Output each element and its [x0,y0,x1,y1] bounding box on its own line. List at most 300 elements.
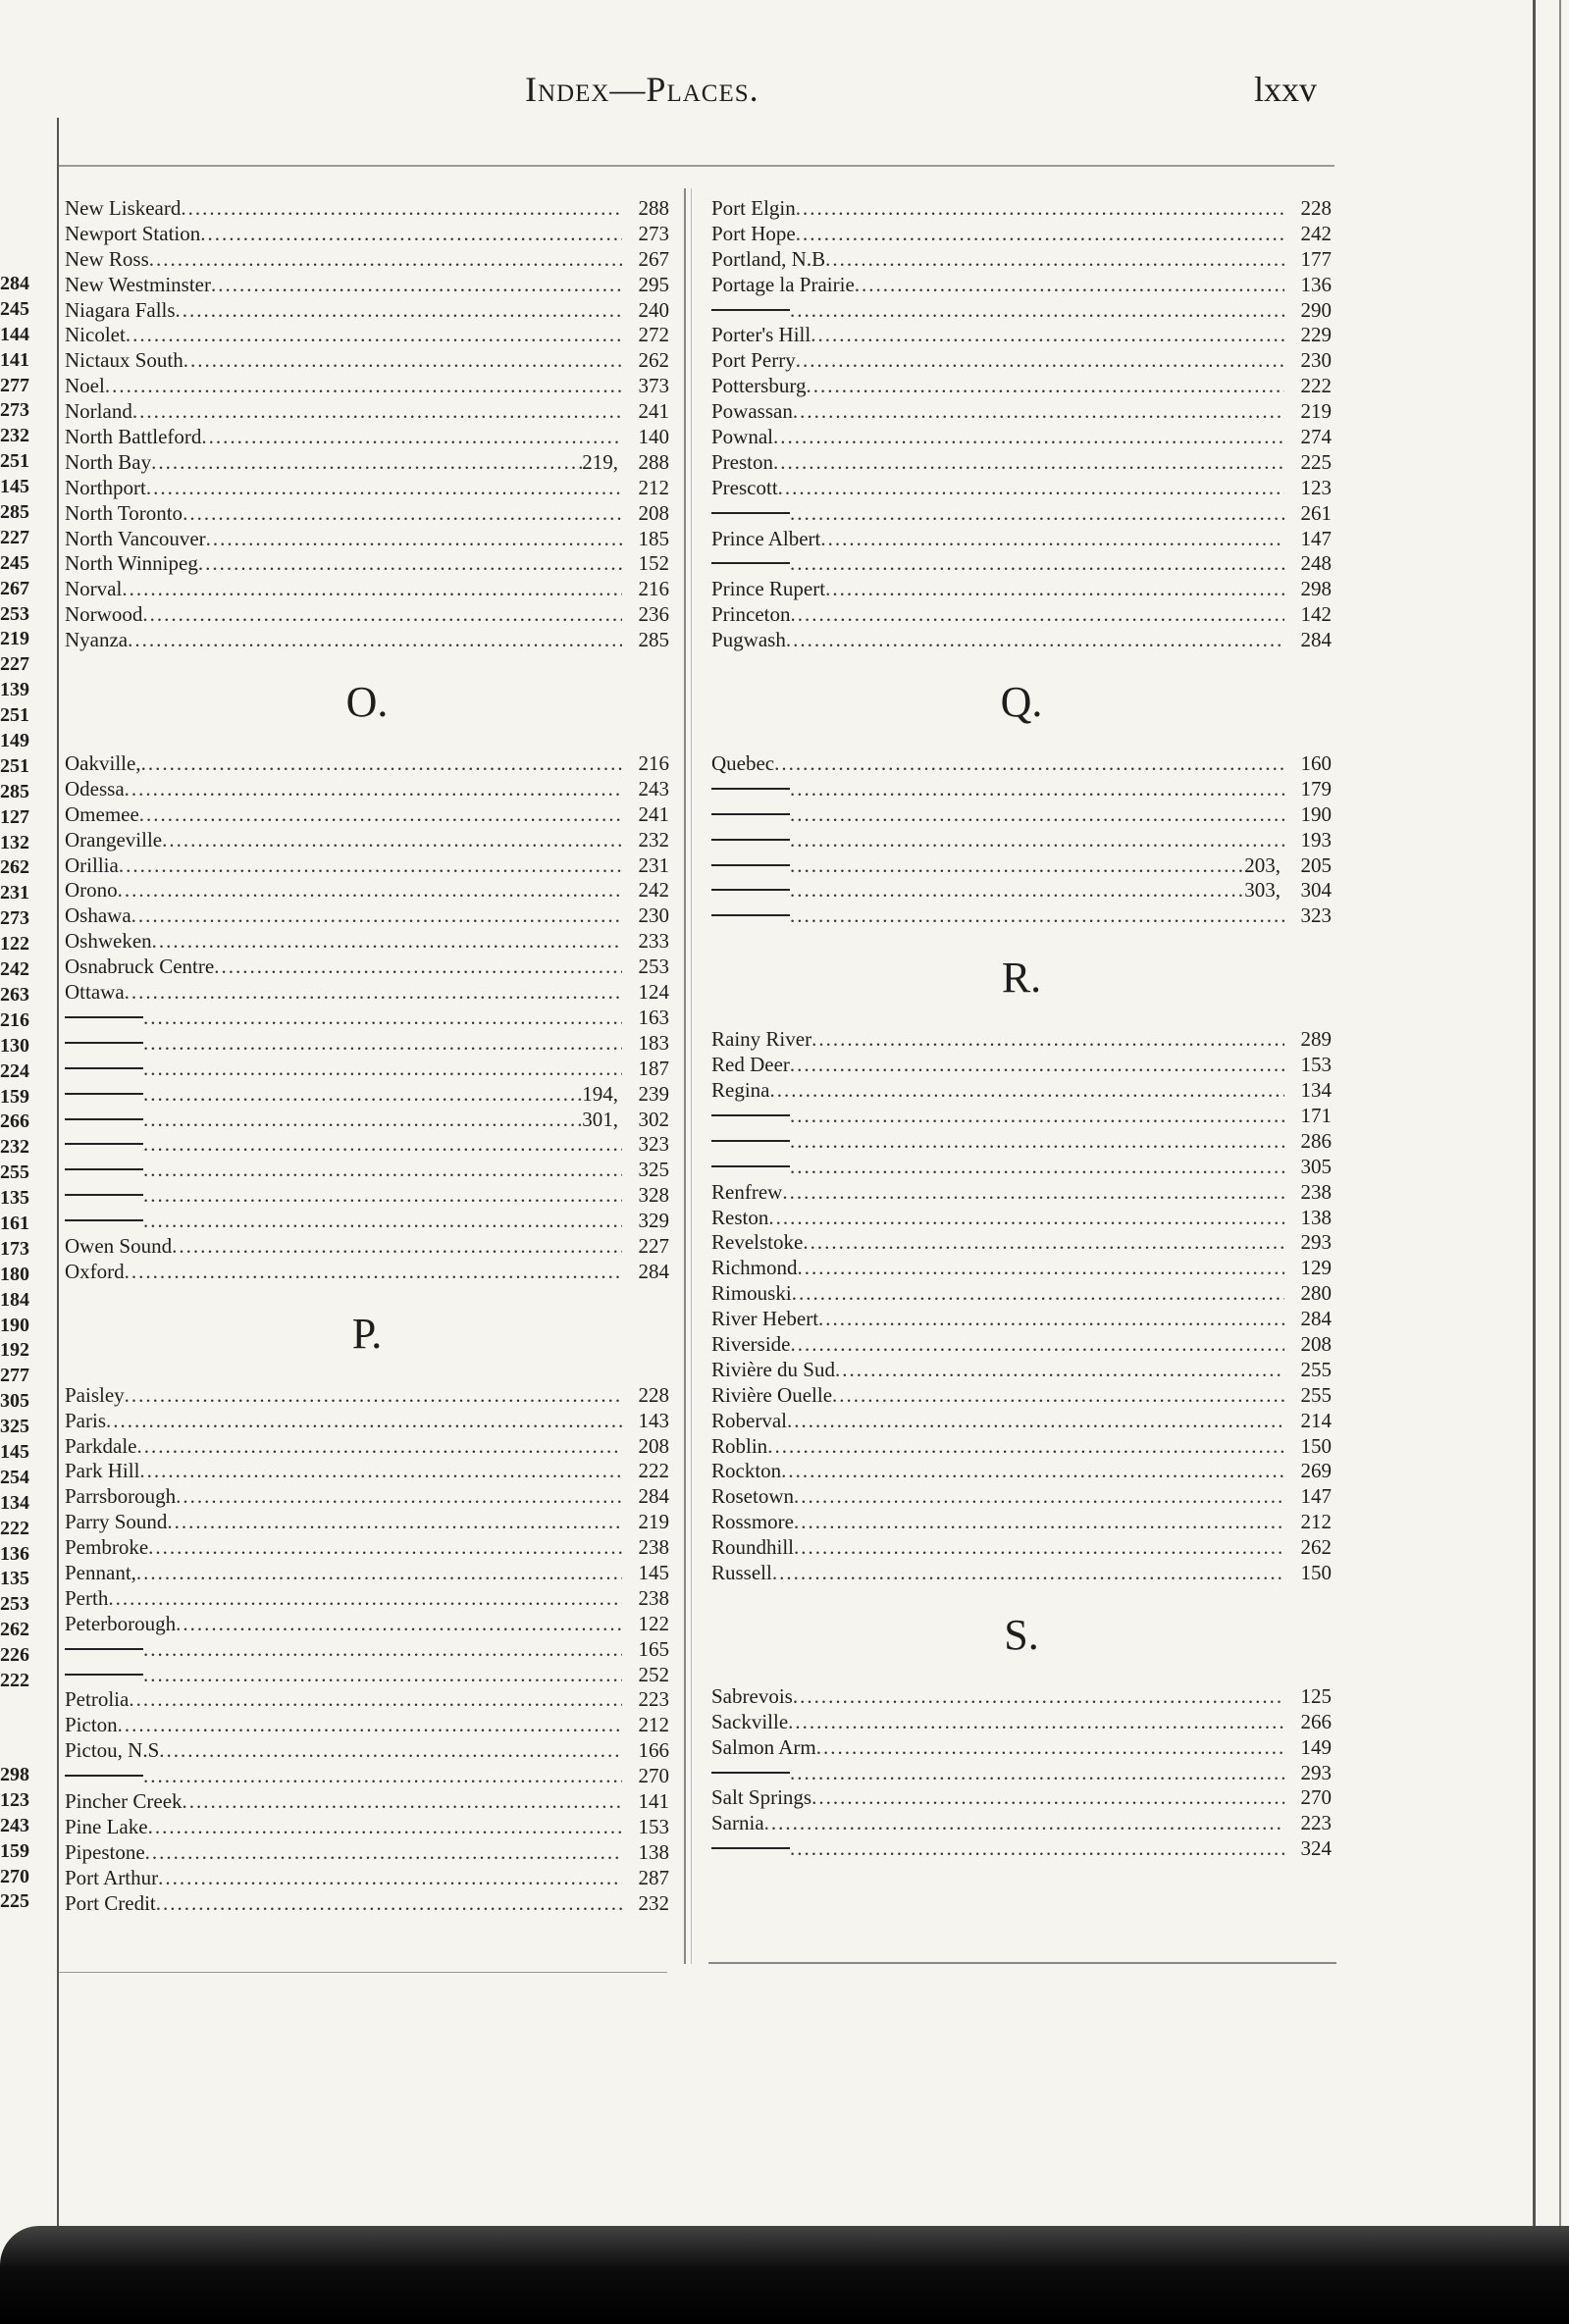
page-number: lxxv [1254,70,1318,109]
leader-dots [143,1764,622,1789]
leader-dots [149,247,622,273]
page-reference: 242 [638,878,669,903]
index-entry [65,425,669,450]
index-entry [65,551,669,577]
page-reference: 284 [1300,628,1332,652]
margin-number: 245 [0,551,29,574]
place-name: North Battleford [65,425,202,449]
ditto-dash [711,562,790,564]
leader-dots [773,450,1284,476]
leader-dots [162,828,622,853]
index-continuation-entry [711,802,1332,828]
leader-dots [790,1104,1284,1129]
place-name: Sabrevois [711,1683,793,1708]
page-reference: 252 [638,1662,669,1686]
section-letter: R. [1001,954,1042,1003]
margin-number: 255 [0,1162,29,1184]
page-reference: 171 [1300,1103,1332,1127]
leader-dots [790,904,1284,929]
place-name: Port Arthur [65,1865,159,1889]
ditto-dash [711,1772,790,1774]
page-reference: 141 [638,1788,669,1813]
index-entry [711,1684,1332,1710]
ditto-dash [65,1042,143,1044]
place-name: Revelstoke [711,1230,804,1255]
leader-dots [125,1260,622,1285]
margin-number: 184 [0,1288,29,1311]
index-entry [65,527,669,552]
place-name: Pottersburg [711,374,807,398]
index-entry [65,476,669,501]
margin-number: 192 [0,1339,29,1362]
leader-dots [790,551,1284,577]
leader-dots [790,1155,1284,1180]
page-reference: 193 [1300,827,1332,852]
page-reference: 329 [638,1209,669,1233]
margin-number: 135 [0,1568,29,1590]
place-name: Riverside [711,1331,791,1356]
page-reference: 255 [1300,1357,1332,1381]
index-entry [65,1687,669,1713]
place-name: North Bay [65,449,152,474]
index-continuation-entry [711,1836,1332,1862]
page-reference: 285 [638,628,669,652]
page-reference: 248 [1300,551,1332,576]
index-entry [711,476,1332,501]
section-letter: P. [351,1309,383,1358]
page-reference: 270 [1300,1785,1332,1810]
page-reference: 242 [1300,221,1332,245]
place-name: Omemee [65,801,139,826]
place-name: North Winnipeg [65,551,198,576]
leader-dots [786,628,1284,653]
page-reference: 177 [1300,246,1332,271]
page-reference: 261 [1300,500,1332,525]
page-reference: 138 [1300,1205,1332,1229]
leader-dots [825,577,1284,602]
leader-dots [793,399,1284,425]
margin-number: 266 [0,1110,29,1133]
place-name: Roblin [711,1433,768,1458]
page-reference: 208 [638,500,669,525]
index-continuation-entry [711,828,1332,853]
page-reference: 214 [1300,1408,1332,1432]
place-name: Norwood [65,602,143,627]
margin-number: 145 [0,1440,29,1463]
page-reference: 212 [638,475,669,499]
ditto-dash [711,1165,790,1167]
index-entry [65,1383,669,1409]
leader-dots [142,602,622,628]
place-name: Prince Albert [711,526,821,550]
ditto-dash [65,1219,143,1221]
index-continuation-entry [711,878,1332,904]
page-reference: 212 [1300,1510,1332,1534]
page-reference: 288 [638,449,669,474]
index-entry [711,1332,1332,1358]
extra-page-reference: 219, [582,449,618,474]
margin-number: 285 [0,501,29,524]
page-reference: 229 [1300,323,1332,347]
index-entry [65,1738,669,1764]
leader-dots [126,323,622,348]
index-entry [65,828,669,853]
leader-dots [143,1663,622,1688]
margin-number: 159 [0,1839,29,1862]
margin-number: 262 [0,856,29,879]
page-reference: 152 [638,551,669,576]
page-reference: 284 [638,1259,669,1283]
leader-dots [811,1027,1284,1053]
place-name: Powassan [711,399,793,424]
column-divider-inner [691,188,692,1964]
leader-dots [148,1535,622,1561]
leader-dots [183,1789,622,1815]
index-entry [711,1078,1332,1104]
place-name: Nictaux South [65,348,183,373]
leader-dots [790,828,1284,853]
ditto-dash [711,788,790,790]
leader-dots [136,1561,622,1586]
page-reference: 129 [1300,1256,1332,1280]
margin-number: 254 [0,1466,29,1488]
place-name: Richmond [711,1256,798,1280]
page-reference: 222 [638,1459,669,1483]
page-reference: 219 [1300,399,1332,424]
ditto-dash [65,1016,143,1018]
section-letter: O. [345,678,389,727]
place-name: Norval [65,577,123,601]
margin-number: 251 [0,754,29,777]
page-header [0,57,1569,116]
page-reference: 231 [638,852,669,877]
leader-dots [790,1129,1284,1155]
page-reference: 208 [638,1433,669,1458]
leader-dots [106,1409,622,1434]
index-entry [65,273,669,298]
margin-number: 132 [0,831,29,853]
page-reference: 273 [638,221,669,245]
index-entry [65,1234,669,1260]
leader-dots [768,1206,1284,1231]
leader-dots [118,1713,622,1738]
index-entry [711,222,1332,247]
page-reference: 223 [1300,1811,1332,1835]
leader-dots [788,1710,1284,1735]
leader-dots [118,878,622,904]
place-name: Pipestone [65,1839,145,1864]
ditto-dash [65,1093,143,1095]
index-entry [711,1484,1332,1510]
header-rule [59,165,1334,167]
ditto-dash [65,1775,143,1777]
leader-dots [796,222,1284,247]
margin-number: 134 [0,1491,29,1514]
page-reference: 324 [1300,1836,1332,1861]
margin-number: 262 [0,1619,29,1641]
leader-dots [183,501,622,527]
index-entry [65,1713,669,1738]
leader-dots [125,1383,622,1409]
index-entry [65,1409,669,1434]
margin-number: 251 [0,704,29,727]
leader-dots [790,1332,1284,1358]
margin-number: 245 [0,297,29,320]
place-name: North Vancouver [65,526,206,550]
margin-number: 270 [0,1865,29,1887]
page-reference: 216 [638,751,669,776]
index-entry [65,802,669,828]
leader-dots [211,273,622,298]
place-name: New Ross [65,246,149,271]
page-reference: 165 [638,1636,669,1661]
index-entry [711,1710,1332,1735]
page-reference: 212 [638,1713,669,1737]
bottom-rule-left [59,1972,667,1973]
margin-number: 130 [0,1034,29,1057]
index-entry [711,1180,1332,1206]
leader-dots [151,450,582,476]
ditto-dash [65,1118,143,1120]
page-reference: 325 [638,1158,669,1182]
index-entry [711,1053,1332,1078]
page-reference: 185 [638,526,669,550]
index-entry [65,450,669,476]
leader-dots [148,1815,622,1840]
margin-number: 159 [0,1085,29,1108]
leader-dots [125,777,622,802]
margin-number: 224 [0,1059,29,1082]
page-reference: 232 [638,1890,669,1915]
index-entry [711,196,1332,222]
index-entry [65,1510,669,1535]
index-continuation-entry [65,1183,669,1209]
place-name: Sackville [711,1709,789,1733]
page-reference: 187 [638,1056,669,1080]
page-reference: 323 [1300,904,1332,928]
page-reference: 284 [1300,1307,1332,1331]
index-continuation-entry [65,1132,669,1158]
page-reference: 295 [638,272,669,296]
leader-dots [143,1183,622,1209]
leader-dots [790,853,1244,879]
leader-dots [143,1006,622,1031]
place-name: Niagara Falls [65,297,176,322]
index-entry [711,1811,1332,1836]
index-entry [711,527,1332,552]
index-entry [65,1586,669,1612]
margin-number: 273 [0,399,29,422]
ditto-dash [65,1168,143,1170]
margin-number: 242 [0,958,29,981]
margin-number: 251 [0,450,29,473]
leader-dots [136,1434,622,1460]
index-entry [711,628,1332,653]
leader-dots [790,1053,1284,1078]
leader-dots [816,1735,1284,1761]
extra-page-reference: 194, [582,1081,618,1106]
index-entry [711,399,1332,425]
place-name: Rivière du Sud [711,1357,835,1381]
place-name: Oshweken [65,929,152,954]
margin-number: 173 [0,1237,29,1260]
index-entry [711,425,1332,450]
index-continuation-entry [65,1637,669,1663]
page-reference: 255 [1300,1382,1332,1407]
margin-number: 243 [0,1814,29,1836]
margin-number: 298 [0,1764,29,1785]
page-reference: 223 [638,1687,669,1712]
leader-dots [143,1158,622,1183]
leader-dots [146,476,622,501]
index-entry [65,1815,669,1840]
place-name: Rivière Ouelle [711,1382,833,1407]
leader-dots [835,1358,1284,1383]
place-name: New Liskeard [65,196,182,220]
place-name: Red Deer [711,1053,790,1077]
index-continuation-entry [65,1057,669,1082]
margin-number: 284 [0,273,29,294]
leader-dots [128,628,622,653]
leader-dots [773,425,1284,450]
page-reference: 238 [1300,1179,1332,1204]
page-edge-right [1533,0,1536,2237]
ditto-dash [711,309,790,311]
place-name: Oakville, [65,751,141,776]
page-reference: 232 [638,827,669,852]
index-continuation-entry [711,501,1332,527]
leader-dots [119,853,622,879]
leader-dots [156,1891,622,1917]
leader-dots [206,527,622,552]
index-entry [65,1866,669,1891]
page-reference: 241 [638,399,669,424]
leader-dots [790,878,1244,904]
place-name: Sarnia [711,1811,764,1835]
place-name: Regina [711,1078,770,1103]
leader-dots [132,399,622,425]
margin-number: 190 [0,1314,29,1336]
margin-number: 144 [0,323,29,345]
place-name: Orangeville [65,827,163,852]
place-name: Newport Station [65,221,201,245]
place-name: Pictou, N.S [65,1738,160,1763]
page-reference: 262 [638,348,669,373]
place-name: Nicolet [65,323,126,347]
index-continuation-entry [65,1031,669,1057]
index-entry [711,1561,1332,1586]
leader-dots [790,298,1284,324]
leader-dots [778,476,1284,501]
leader-dots [143,1082,582,1108]
leader-dots [141,751,622,777]
place-name: Port Perry [711,348,796,373]
page-reference: 145 [638,1560,669,1584]
page-reference: 243 [638,776,669,800]
ditto-dash [65,1143,143,1145]
place-name: Orillia [65,852,119,877]
leader-dots [181,196,622,222]
margin-number: 253 [0,1593,29,1616]
place-name: Roundhill [711,1535,795,1560]
place-name: Oxford [65,1259,125,1283]
page-reference: 290 [1300,297,1332,322]
index-entry [65,980,669,1006]
left-margin-numbers [0,272,27,1694]
page-reference: 274 [1300,425,1332,449]
place-name: River Hebert [711,1307,819,1331]
margin-number: 222 [0,1669,29,1691]
page-reference: 227 [638,1233,669,1258]
leader-dots [790,777,1284,802]
place-name: Paris [65,1408,106,1432]
index-entry [65,1260,669,1285]
place-name: Port Elgin [711,196,796,220]
leader-dots [139,802,622,828]
left-margin-numbers-lower [0,1763,27,1915]
place-name: Russell [711,1560,772,1584]
leader-dots [159,1738,622,1764]
page-reference: 216 [638,577,669,601]
page-reference: 328 [638,1183,669,1208]
index-entry [711,1358,1332,1383]
leader-dots [790,802,1284,828]
page-reference: 233 [638,929,669,954]
margin-number: 123 [0,1788,29,1811]
page-reference: 205 [1300,852,1332,877]
place-name: Port Hope [711,221,796,245]
margin-number: 122 [0,933,29,955]
page-reference: 219 [638,1510,669,1534]
place-name: Prince Rupert [711,577,826,601]
index-continuation-entry [711,777,1332,802]
ditto-dash [65,1067,143,1069]
ditto-dash [711,1140,790,1142]
index-entry [65,196,669,222]
extra-page-reference: 303, [1244,878,1281,903]
place-name: Northport [65,475,146,499]
index-entry [711,602,1332,628]
margin-number: 226 [0,1644,29,1667]
leader-dots [122,577,622,602]
index-entry [65,399,669,425]
place-name: Norland [65,399,132,424]
index-entry [711,323,1332,348]
page-reference: 287 [638,1865,669,1889]
ditto-dash [65,1648,143,1650]
page-reference: 293 [1300,1760,1332,1784]
index-entry [711,577,1332,602]
page-reference: 147 [1300,526,1332,550]
index-entry [65,1840,669,1866]
leader-dots [764,1811,1284,1836]
page-reference: 140 [638,425,669,449]
leader-dots [794,1484,1284,1510]
page-reference: 149 [1300,1734,1332,1759]
index-entry [711,247,1332,273]
margin-number: 225 [0,1890,29,1913]
leader-dots [143,1637,622,1663]
page-reference: 190 [1300,801,1332,826]
index-entry [65,1459,669,1484]
page-reference: 138 [638,1839,669,1864]
ditto-dash [711,1114,790,1116]
place-name: Pugwash [711,628,786,652]
place-name: Salmon Arm [711,1734,816,1759]
margin-number: 141 [0,348,29,371]
leader-dots [855,273,1284,298]
margin-number: 227 [0,653,29,676]
